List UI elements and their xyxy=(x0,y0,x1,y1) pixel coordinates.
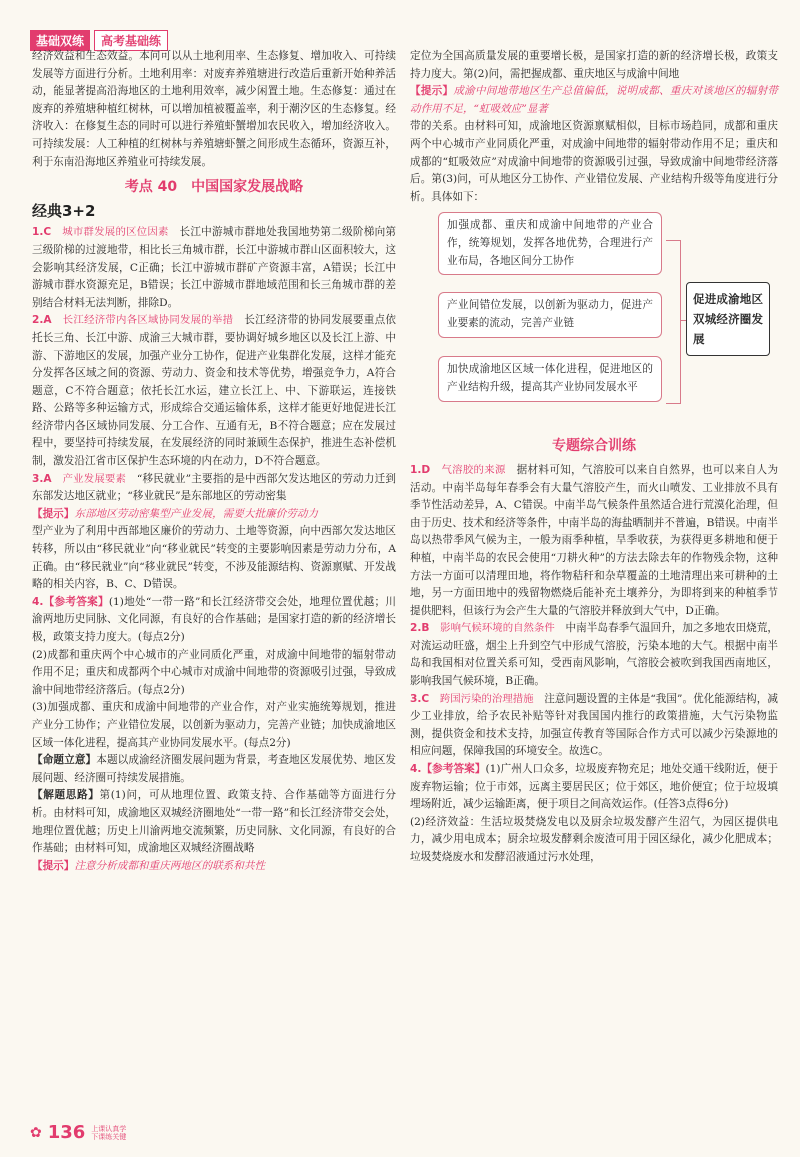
q4-answer3: (3)加强成都、重庆和成渝中间地带的产业合作，对产业实施统筹规划，推进产业分工协作；产业错位发展，以创新为驱动力，完善产业链；加快成渝地区区域一体化进程，提高其产业协同发展水平。(每点2分) xyxy=(32,701,396,749)
measures-diagram xyxy=(410,212,778,430)
mingti-tag: 【命题立意】 xyxy=(32,754,97,767)
q4-mingti xyxy=(32,752,396,787)
foot-hint-tag: 【提示】 xyxy=(32,859,75,872)
intro-paragraph: 经济效益和生态效益。本问可以从土地利用率、生态修复、增加收入、可持续发展等方面进行分析。土地利用率：对废弃养殖塘进行改造后重新开始种养活动，能显著提高沿海地区的土地利用效率，减少闲置土地。生态修复：通过在废弃的养殖塘种植红树林，可以增加植被覆盖率，利于潮汐区的生态修复。经济收入：在修复生态的同时可以进行养殖虾蟹增加农民收入，增加经济收入。可持续发展：人工种植的红树林与养殖塘虾蟹之间形成生态循环，资源互补，利于东南沿海地区养殖业可持续发展。 xyxy=(32,50,396,168)
rq2-text: 中南半岛春季气温回升，加之多地农田烧荒，对流运动旺盛，烟尘上升到空气中形成气溶胶，污染本地的大气。根据中南半岛和我国相对位置关系可知，受西南风影响，气溶胶会被吹到我国西南地区，影响我国气候环境，B正确。 xyxy=(410,622,779,688)
q1-keyword: 城市群发展的区位因素 xyxy=(62,226,169,239)
header-chip-gaokao: 高考基础练 xyxy=(94,30,168,51)
diagram-brace xyxy=(666,240,681,404)
left-q3 xyxy=(32,471,396,506)
rq1-keyword: 气溶胶的来源 xyxy=(441,463,506,476)
foot-hint xyxy=(32,858,396,876)
q2-number: 2.A xyxy=(32,314,52,327)
header-chip-basic: 基础双练 xyxy=(30,30,90,51)
left-q4-a1 xyxy=(32,594,396,647)
foot-hint-text: 注意分析成都和重庆两地区的联系和共性 xyxy=(74,859,266,872)
q1-text: 长江中游城市群地处我国地势第二级阶梯向第三级阶梯的过渡地带，相比长三角城市群，长江中游城市群山区面积较大，这会影响其经济发展，C正确；长江中游城市群矿产资源丰富，A错误；长江中游城市群水资源充足，B错误；长江中游城市群地域范围和长三角城市群的差别结合材料无法判断，排除D。 xyxy=(32,226,397,309)
right-column xyxy=(410,48,778,867)
q4-answer1: (1)地处“一带一路”和长江经济带交会处，地理位置优越；川渝两地历史同脉、文化同源，有良好的合作基础；是国家打造的新的经济增长极，政策支持力度大。(每点2分) xyxy=(32,595,396,643)
rq4-answer2: (2)经济效益：生活垃圾焚烧发电以及厨余垃圾发酵产生沼气，为园区提供电力，减少用电成本；厨余垃圾发酵剩余废渣可用于园区绿化，减少化肥成本；垃圾焚烧废水和发酵沼液通过污水处理， xyxy=(410,815,778,863)
page-number: 136 xyxy=(47,1122,86,1143)
rq3-keyword: 跨国污染的治理措施 xyxy=(439,692,534,705)
rq3-number: 3.C xyxy=(410,692,430,705)
right-hint xyxy=(410,83,778,118)
rq4-head: 4.【参考答案】 xyxy=(410,763,486,776)
right-q3 xyxy=(410,691,778,761)
right-q4-a1 xyxy=(410,761,778,814)
rq3-text: 注意问题设置的主体是“我国”。优化能源结构，减少工业排放，给予农民补贴等针对我国国内推行的政策措施，大气污染物监测，提供资金和技术支持，加强宣传教育等国际合作方式可以减少污染源地的相应问题，保障我国的环境安全。故选C。 xyxy=(410,692,779,758)
left-q1 xyxy=(32,224,396,312)
right-continuation-2: 带的关系。由材料可知，成渝地区资源禀赋相似，目标市场趋同，成都和重庆两个中心城市产业同质化严重，对成渝中间地带的辐射带动作用不足；重庆和成都的“虹吸效应”对成渝中间地带的资源吸引过强，导致成渝中间地带经济落后。第(3)问，可从地区分工协作、产业错位发展、产业结构升级等角度进行分析。具体如下： xyxy=(410,120,778,203)
mingti-text: 本题以成渝经济圈发展问题为背景，考查地区发展优势、地区发展问题、经济圈可持续发展措施。 xyxy=(32,754,397,784)
right-continuation: 定位为全国高质量发展的重要增长极，是国家打造的新的经济增长极，政策支持力度大。第(2)问，需把握成都、重庆地区与成渝中间地 xyxy=(410,50,778,80)
diagram-box-staggered: 产业间错位发展，以创新为驱动力，促进产业要素的流动，完善产业链 xyxy=(438,292,662,337)
footer-slogan xyxy=(91,1125,126,1141)
q3-hint xyxy=(32,506,396,524)
rq2-number: 2.B xyxy=(410,622,430,635)
q4-jieti xyxy=(32,787,396,857)
left-q2 xyxy=(32,312,396,470)
footer-slogan-1: 上课认真学 xyxy=(91,1124,127,1133)
q4-head: 4.【参考答案】 xyxy=(32,595,109,608)
diagram-box-integration: 加快成渝地区区域一体化进程，促进地区的产业结构升级，提高其产业协同发展水平 xyxy=(438,356,662,401)
rq4-answer1: (1)广州人口众多，垃圾废弃物充足；地处交通干线附近，便于废弃物运输；位于市郊，远离主要居民区；位于郊区，地价便宜；位于垃圾填埋场附近，减少运输距离，便于项目之间高效运作。(任答3点得6分) xyxy=(410,763,778,811)
q2-text: 长江经济带的协同发展要重点依托长三角、长江中游、成渝三大城市群，要协调好城乡地区以及长江上游、中游、下游地区的发展，加强产业分工协作，促进产业集群化发展，这样才能充分发挥各区域之间的资源、劳动力、资金和技术等优势，增强竞争力，A符合题意，C不符合题意；依托长江水运，建立长江上、中、下游联运，连接铁路、公路等多种运输方式，形成综合交通运输体系，这样才能更好地促进长江经济带内各区域协同发展、分工合作、互通有无，B不符合题意；应在发展过程中，要坚持可持续发展，在发展经济的同时兼顾生态保护，推进生态补偿机制，激发沿江省市区保护生态环境的内在动力，D不符合题意。 xyxy=(32,314,397,468)
rq2-keyword: 影响气候环境的自然条件 xyxy=(440,622,555,635)
jingdian-heading: 经典3+2 xyxy=(32,201,96,220)
rq1-text: 据材料可知，气溶胶可以来自自然界，也可以来自人为活动。中南半岛每年春季会有大量气溶胶产生，而火山喷发、工业排放不具有季节性活动差异，A、C错误。中南半岛气候条件虽然适合进行荒漠化治理，但由于历史、技术和经济等条件，中南半岛的海盐晒制并不普遍，B错误。中南半岛以热带季风气候为主，一般为雨季种植，旱季收获，为获得更多耕地和便于种植，中南半岛的农民会使用“刀耕火种”的方法去除去年的作物残余物，这种方法一方面可以清理田地，将作物秸秆和杂草覆盖的土地清理出来可耕种的土地，另一方面田地中的残留物燃烧后能补充土壤养分，为即将到来的种植季节提供肥料，但该行为会产生大量的气溶胶并释放到大气中，D正确。 xyxy=(410,463,779,617)
q4-answer2: (2)成都和重庆两个中心城市的产业同质化严重，对成渝中间地带的辐射带动作用不足；重庆和成都两个中心城市对成渝中间地带的资源吸引过强，导致成渝中间地带经济落后。(每点2分) xyxy=(32,648,396,696)
right-hint-tag: 【提示】 xyxy=(410,85,454,98)
right-hint-text: 成渝中间地带地区生产总值偏低，说明成都、重庆对该地区的辐射带动作用不足，“虹吸效应”显著 xyxy=(410,85,779,115)
left-column xyxy=(32,48,396,875)
section-title-zonghe: 专题综合训练 xyxy=(552,438,636,455)
footer-slogan-2: 下课练关键 xyxy=(91,1132,127,1141)
q3-number: 3.A xyxy=(32,472,52,485)
right-q2 xyxy=(410,620,778,690)
page-footer xyxy=(30,1122,126,1143)
q3-hint-text: 东部地区劳动密集型产业发展，需要大批廉价劳动力 xyxy=(74,507,319,520)
q3-text-a: “移民就业”主要指的是中西部欠发达地区的劳动力迁到东部发达地区就业；“移业就民”是东部地区的劳动密集 xyxy=(32,472,397,503)
section-title-kaodian40: 考点 40 中国国家发展战略 xyxy=(124,179,304,196)
jieti-text: 第(1)问，可从地理位置、政策支持、合作基础等方面进行分析。由材料可知，成渝地区双城经济圈地处“一带一路”和长江经济带交会处，地理位置优越；历史上川渝两地交流频繁，历史同脉、文化同源，有良好的合作基础；由材料可知，成渝地区双城经济圈战略 xyxy=(32,789,396,855)
star-icon: ✿ xyxy=(30,1124,42,1141)
q1-number: 1.C xyxy=(32,226,52,239)
diagram-box-cooperation: 加强成都、重庆和成渝中间地带的产业合作，统筹规划，发挥各地优势，合理进行产业布局，各地区间分工协作 xyxy=(438,212,662,275)
rq1-number: 1.D xyxy=(410,463,431,476)
q2-keyword: 长江经济带内各区域协同发展的举措 xyxy=(62,314,234,327)
q3-keyword: 产业发展要素 xyxy=(62,472,127,485)
q3-hint-tag: 【提示】 xyxy=(32,507,75,520)
jieti-tag: 【解题思路】 xyxy=(32,789,100,802)
q3-text-b: 型产业为了利用中西部地区廉价的劳动力、土地等资源，向中西部欠发达地区转移，所以由“移民就业”向“移业就民”转变的主要影响因素是劳动力分布，A正确。由“移民就业”向“移业就民”转变，不涉及能源结构、资源禀赋、开发战略的相关内容，B、C、D错误。 xyxy=(32,525,396,591)
right-q1 xyxy=(410,462,778,620)
diagram-goal-box: 促进成渝地区双城经济圈发展 xyxy=(686,282,770,356)
